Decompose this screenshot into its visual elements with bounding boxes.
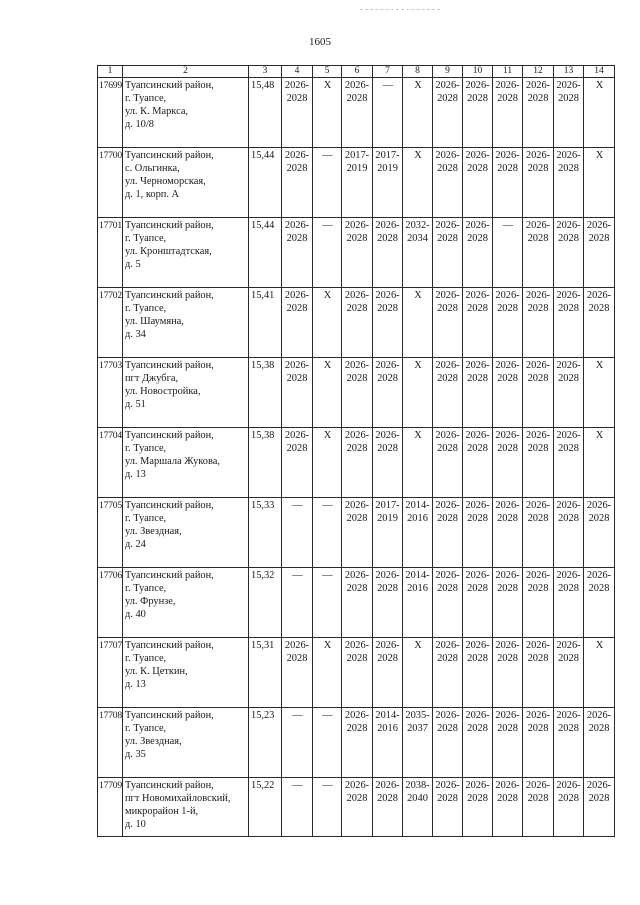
period-cell-col-4: 2026- 2028 (282, 428, 313, 498)
period-cell-col-12: 2026- 2028 (523, 638, 554, 708)
column-number-9: 9 (433, 66, 463, 78)
period-cell-col-8: 2014- 2016 (403, 498, 433, 568)
period-cell-col-6: 2026- 2028 (342, 78, 373, 148)
address-cell (123, 358, 249, 428)
period-cell-col-4: — (282, 568, 313, 638)
address-line: ул. К. Цеткин, (125, 666, 188, 677)
value-cell: 15,41 (249, 288, 282, 358)
period-cell-col-8: X (403, 638, 433, 708)
address-line: Туапсинский район, (125, 150, 214, 161)
period-cell-col-5: — (313, 778, 342, 837)
scan-artifact (360, 9, 440, 11)
column-number-5: 5 (313, 66, 342, 78)
address-line: ул. Кронштадтская, (125, 246, 212, 257)
address-cell (123, 638, 249, 708)
period-cell-col-13: 2026- 2028 (554, 218, 584, 288)
address-line: ул. Шаумяна, (125, 316, 184, 327)
period-cell-col-11: 2026- 2028 (493, 568, 523, 638)
period-cell-col-8: 2038- 2040 (403, 778, 433, 837)
period-cell-col-12: 2026- 2028 (523, 498, 554, 568)
address-line: д. 10/8 (125, 119, 154, 130)
period-cell-col-13: 2026- 2028 (554, 498, 584, 568)
header-row (98, 66, 615, 78)
row-number: 17703 (98, 358, 123, 428)
column-number-13: 13 (554, 66, 584, 78)
period-cell-col-6: 2026- 2028 (342, 638, 373, 708)
period-cell-col-11: 2026- 2028 (493, 288, 523, 358)
address-line: микрорайон 1-й, (125, 806, 199, 817)
address-line: ул. Звездная, (125, 526, 182, 537)
column-number-2: 2 (123, 66, 249, 78)
address-line: д. 13 (125, 679, 146, 690)
row-number: 17699 (98, 78, 123, 148)
period-cell-col-11: — (493, 218, 523, 288)
address-cell (123, 568, 249, 638)
period-cell-col-7: 2026- 2028 (373, 358, 403, 428)
period-cell-col-9: 2026- 2028 (433, 778, 463, 837)
column-number-11: 11 (493, 66, 523, 78)
period-cell-col-5: X (313, 288, 342, 358)
period-cell-col-5: X (313, 638, 342, 708)
address-line: ул. Звездная, (125, 736, 182, 747)
period-cell-col-6: 2017- 2019 (342, 148, 373, 218)
address-line: д. 35 (125, 749, 146, 760)
period-cell-col-4: — (282, 778, 313, 837)
period-cell-col-7: 2017- 2019 (373, 148, 403, 218)
table-row (98, 708, 615, 778)
address-line: г. Туапсе, (125, 93, 167, 104)
period-cell-col-8: X (403, 78, 433, 148)
period-cell-col-4: 2026- 2028 (282, 148, 313, 218)
address-line: Туапсинский район, (125, 290, 214, 301)
period-cell-col-10: 2026- 2028 (463, 358, 493, 428)
period-cell-col-14: X (584, 638, 615, 708)
period-cell-col-13: 2026- 2028 (554, 288, 584, 358)
period-cell-col-12: 2026- 2028 (523, 428, 554, 498)
value-cell: 15,38 (249, 428, 282, 498)
address-line: Туапсинский район, (125, 360, 214, 371)
value-cell: 15,22 (249, 778, 282, 837)
address-line: д. 24 (125, 539, 146, 550)
period-cell-col-11: 2026- 2028 (493, 778, 523, 837)
period-cell-col-8: 2035- 2037 (403, 708, 433, 778)
address-line: Туапсинский район, (125, 220, 214, 231)
period-cell-col-10: 2026- 2028 (463, 218, 493, 288)
period-cell-col-9: 2026- 2028 (433, 78, 463, 148)
period-cell-col-6: 2026- 2028 (342, 288, 373, 358)
period-cell-col-5: — (313, 568, 342, 638)
period-cell-col-11: 2026- 2028 (493, 638, 523, 708)
period-cell-col-14: X (584, 148, 615, 218)
period-cell-col-12: 2026- 2028 (523, 218, 554, 288)
period-cell-col-7: 2026- 2028 (373, 568, 403, 638)
period-cell-col-13: 2026- 2028 (554, 148, 584, 218)
period-cell-col-13: 2026- 2028 (554, 428, 584, 498)
value-cell: 15,31 (249, 638, 282, 708)
period-cell-col-5: — (313, 218, 342, 288)
address-line: ул. Черноморская, (125, 176, 206, 187)
table-row (98, 148, 615, 218)
row-number: 17709 (98, 778, 123, 837)
address-line: г. Туапсе, (125, 513, 167, 524)
period-cell-col-9: 2026- 2028 (433, 638, 463, 708)
period-cell-col-10: 2026- 2028 (463, 428, 493, 498)
row-number: 17701 (98, 218, 123, 288)
column-number-7: 7 (373, 66, 403, 78)
period-cell-col-6: 2026- 2028 (342, 358, 373, 428)
column-number-1: 1 (98, 66, 123, 78)
period-cell-col-12: 2026- 2028 (523, 78, 554, 148)
schedule-table (97, 65, 615, 837)
period-cell-col-13: 2026- 2028 (554, 78, 584, 148)
row-number: 17702 (98, 288, 123, 358)
value-cell: 15,48 (249, 78, 282, 148)
period-cell-col-12: 2026- 2028 (523, 358, 554, 428)
period-cell-col-6: 2026- 2028 (342, 218, 373, 288)
period-cell-col-13: 2026- 2028 (554, 638, 584, 708)
period-cell-col-4: 2026- 2028 (282, 358, 313, 428)
address-line: Туапсинский район, (125, 640, 214, 651)
page-number: 1605 (309, 36, 331, 48)
period-cell-col-14: 2026- 2028 (584, 498, 615, 568)
period-cell-col-8: 2014- 2016 (403, 568, 433, 638)
address-line: г. Туапсе, (125, 583, 167, 594)
address-line: г. Туапсе, (125, 653, 167, 664)
table-row (98, 638, 615, 708)
period-cell-col-13: 2026- 2028 (554, 708, 584, 778)
address-cell (123, 778, 249, 837)
address-line: д. 13 (125, 469, 146, 480)
value-cell: 15,44 (249, 218, 282, 288)
period-cell-col-8: X (403, 428, 433, 498)
period-cell-col-9: 2026- 2028 (433, 148, 463, 218)
period-cell-col-12: 2026- 2028 (523, 708, 554, 778)
period-cell-col-5: X (313, 428, 342, 498)
period-cell-col-9: 2026- 2028 (433, 428, 463, 498)
period-cell-col-9: 2026- 2028 (433, 708, 463, 778)
period-cell-col-8: X (403, 148, 433, 218)
period-cell-col-13: 2026- 2028 (554, 568, 584, 638)
address-cell (123, 498, 249, 568)
address-line: Туапсинский район, (125, 570, 214, 581)
column-number-6: 6 (342, 66, 373, 78)
period-cell-col-7: 2026- 2028 (373, 638, 403, 708)
period-cell-col-11: 2026- 2028 (493, 358, 523, 428)
value-cell: 15,38 (249, 358, 282, 428)
address-line: д. 51 (125, 399, 146, 410)
period-cell-col-10: 2026- 2028 (463, 568, 493, 638)
value-cell: 15,23 (249, 708, 282, 778)
column-number-14: 14 (584, 66, 615, 78)
column-number-10: 10 (463, 66, 493, 78)
period-cell-col-9: 2026- 2028 (433, 498, 463, 568)
period-cell-col-4: — (282, 498, 313, 568)
period-cell-col-6: 2026- 2028 (342, 568, 373, 638)
period-cell-col-10: 2026- 2028 (463, 288, 493, 358)
period-cell-col-7: 2017- 2019 (373, 498, 403, 568)
period-cell-col-14: 2026- 2028 (584, 288, 615, 358)
column-number-3: 3 (249, 66, 282, 78)
period-cell-col-7: 2026- 2028 (373, 778, 403, 837)
period-cell-col-14: X (584, 78, 615, 148)
period-cell-col-6: 2026- 2028 (342, 428, 373, 498)
row-number: 17706 (98, 568, 123, 638)
address-cell (123, 218, 249, 288)
period-cell-col-11: 2026- 2028 (493, 78, 523, 148)
period-cell-col-8: X (403, 358, 433, 428)
address-line: ул. Фрунзе, (125, 596, 176, 607)
address-line: Туапсинский район, (125, 80, 214, 91)
address-cell (123, 78, 249, 148)
period-cell-col-10: 2026- 2028 (463, 708, 493, 778)
period-cell-col-13: 2026- 2028 (554, 358, 584, 428)
period-cell-col-7: 2026- 2028 (373, 428, 403, 498)
period-cell-col-4: — (282, 708, 313, 778)
period-cell-col-11: 2026- 2028 (493, 708, 523, 778)
period-cell-col-7: 2026- 2028 (373, 218, 403, 288)
period-cell-col-9: 2026- 2028 (433, 568, 463, 638)
period-cell-col-4: 2026- 2028 (282, 78, 313, 148)
column-number-4: 4 (282, 66, 313, 78)
address-cell (123, 708, 249, 778)
table-row (98, 568, 615, 638)
period-cell-col-11: 2026- 2028 (493, 428, 523, 498)
row-number: 17708 (98, 708, 123, 778)
address-line: Туапсинский район, (125, 780, 214, 791)
period-cell-col-13: 2026- 2028 (554, 778, 584, 837)
period-cell-col-14: 2026- 2028 (584, 708, 615, 778)
period-cell-col-14: 2026- 2028 (584, 778, 615, 837)
period-cell-col-4: 2026- 2028 (282, 288, 313, 358)
table-row (98, 778, 615, 837)
table-row (98, 428, 615, 498)
period-cell-col-9: 2026- 2028 (433, 218, 463, 288)
address-line: ул. К. Маркса, (125, 106, 189, 117)
period-cell-col-5: — (313, 148, 342, 218)
address-line: ул. Новостройка, (125, 386, 201, 397)
address-line: г. Туапсе, (125, 303, 167, 314)
column-number-12: 12 (523, 66, 554, 78)
period-cell-col-6: 2026- 2028 (342, 708, 373, 778)
period-cell-col-14: 2026- 2028 (584, 218, 615, 288)
table-row (98, 288, 615, 358)
address-line: пгт Джубга, (125, 373, 179, 384)
address-line: г. Туапсе, (125, 443, 167, 454)
address-line: ул. Маршала Жукова, (125, 456, 220, 467)
period-cell-col-12: 2026- 2028 (523, 148, 554, 218)
period-cell-col-4: 2026- 2028 (282, 218, 313, 288)
period-cell-col-9: 2026- 2028 (433, 358, 463, 428)
period-cell-col-5: — (313, 498, 342, 568)
period-cell-col-5: — (313, 708, 342, 778)
period-cell-col-4: 2026- 2028 (282, 638, 313, 708)
row-number: 17704 (98, 428, 123, 498)
period-cell-col-12: 2026- 2028 (523, 778, 554, 837)
table-row (98, 218, 615, 288)
period-cell-col-5: X (313, 358, 342, 428)
address-line: д. 1, корп. А (125, 189, 180, 200)
column-number-8: 8 (403, 66, 433, 78)
value-cell: 15,33 (249, 498, 282, 568)
period-cell-col-10: 2026- 2028 (463, 148, 493, 218)
period-cell-col-8: X (403, 288, 433, 358)
table-row (98, 78, 615, 148)
address-line: д. 10 (125, 819, 146, 830)
period-cell-col-7: 2026- 2028 (373, 288, 403, 358)
period-cell-col-9: 2026- 2028 (433, 288, 463, 358)
value-cell: 15,44 (249, 148, 282, 218)
address-line: г. Туапсе, (125, 723, 167, 734)
period-cell-col-14: 2026- 2028 (584, 568, 615, 638)
address-line: с. Ольгинка, (125, 163, 180, 174)
period-cell-col-8: 2032- 2034 (403, 218, 433, 288)
period-cell-col-7: — (373, 78, 403, 148)
period-cell-col-12: 2026- 2028 (523, 288, 554, 358)
address-line: Туапсинский район, (125, 500, 214, 511)
period-cell-col-10: 2026- 2028 (463, 638, 493, 708)
address-line: д. 5 (125, 259, 141, 270)
period-cell-col-10: 2026- 2028 (463, 498, 493, 568)
address-line: д. 34 (125, 329, 146, 340)
period-cell-col-11: 2026- 2028 (493, 498, 523, 568)
address-line: г. Туапсе, (125, 233, 167, 244)
address-line: пгт Новомихайловский, (125, 793, 231, 804)
period-cell-col-5: X (313, 78, 342, 148)
period-cell-col-10: 2026- 2028 (463, 778, 493, 837)
period-cell-col-6: 2026- 2028 (342, 778, 373, 837)
address-cell (123, 288, 249, 358)
period-cell-col-11: 2026- 2028 (493, 148, 523, 218)
row-number: 17707 (98, 638, 123, 708)
address-cell (123, 428, 249, 498)
row-number: 17705 (98, 498, 123, 568)
address-line: Туапсинский район, (125, 430, 214, 441)
period-cell-col-14: X (584, 428, 615, 498)
table-row (98, 498, 615, 568)
value-cell: 15,32 (249, 568, 282, 638)
period-cell-col-6: 2026- 2028 (342, 498, 373, 568)
address-line: д. 40 (125, 609, 146, 620)
table-row (98, 358, 615, 428)
address-cell (123, 148, 249, 218)
address-line: Туапсинский район, (125, 710, 214, 721)
period-cell-col-14: X (584, 358, 615, 428)
period-cell-col-12: 2026- 2028 (523, 568, 554, 638)
period-cell-col-10: 2026- 2028 (463, 78, 493, 148)
row-number: 17700 (98, 148, 123, 218)
period-cell-col-7: 2014- 2016 (373, 708, 403, 778)
